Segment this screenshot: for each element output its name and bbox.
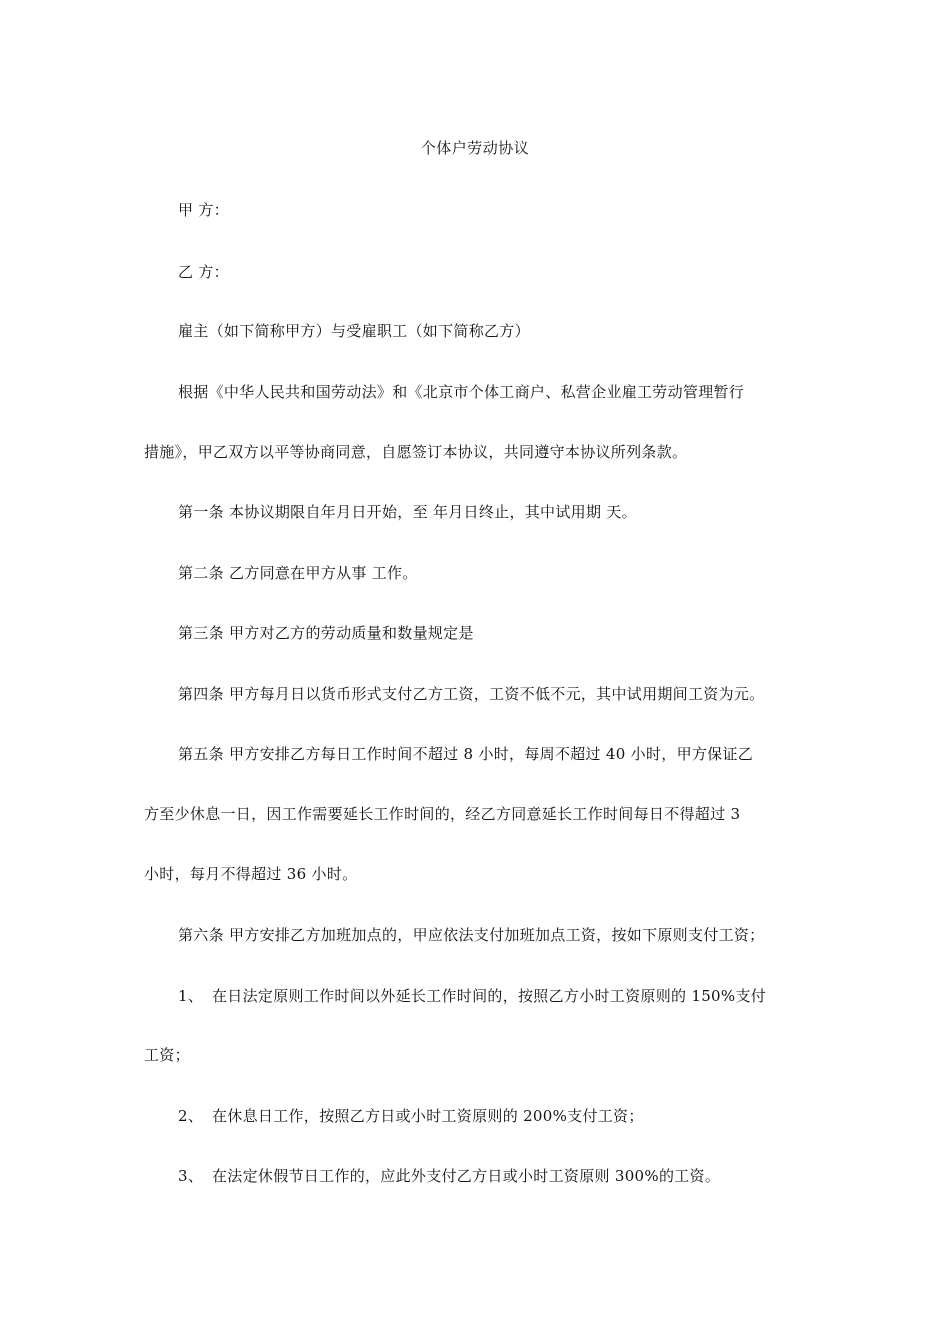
intro-line: 雇主（如下简称甲方）与受雇职工（如下简称乙方） <box>178 322 530 340</box>
article-5-line-1: 第五条 甲方安排乙方每日工作时间不超过 8 小时，每周不超过 40 小时，甲方保证乙 <box>178 745 754 763</box>
article-5-line-2: 方至少休息一日，因工作需要延长工作时间的，经乙方同意延长工作时间每日不得超过 3 <box>144 805 741 823</box>
basis-line-1: 根据《中华人民共和国劳动法》和《北京市个体工商户、私营企业雇工劳动管理暂行 <box>178 383 745 401</box>
list-item <box>178 1105 644 1127</box>
party-b-line: 乙 方： <box>178 263 229 281</box>
document-title: 个体户劳动协议 <box>420 139 530 157</box>
list-item-number: 1、 <box>178 987 204 1005</box>
list-item-number: 2、 <box>178 1107 204 1125</box>
list-item <box>178 985 766 1007</box>
list-item-text: 在法定休假节日工作的，应此外支付乙方日或小时工资原则 300%的工资。 <box>212 1167 721 1185</box>
party-a-line: 甲 方： <box>178 201 229 219</box>
list-item-text: 在日法定原则工作时间以外延长工作时间的，按照乙方小时工资原则的 150%支付 <box>212 987 767 1005</box>
article-1: 第一条 本协议期限自年月日开始，至 年月日终止，其中试用期 天。 <box>178 503 637 521</box>
article-3: 第三条 甲方对乙方的劳动质量和数量规定是 <box>178 624 474 642</box>
list-item-continuation: 工资； <box>144 1046 190 1064</box>
list-item <box>178 1165 720 1187</box>
article-6: 第六条 甲方安排乙方加班加点的，甲应依法支付加班加点工资，按如下原则支付工资； <box>178 926 765 944</box>
article-5-line-3: 小时，每月不得超过 36 小时。 <box>144 865 358 883</box>
article-2: 第二条 乙方同意在甲方从事 工作。 <box>178 564 418 582</box>
list-item-number: 3、 <box>178 1167 204 1185</box>
basis-line-2: 措施》，甲乙双方以平等协商同意，自愿签订本协议，共同遵守本协议所列条款。 <box>144 443 688 461</box>
list-item-text: 在休息日工作，按照乙方日或小时工资原则的 200%支付工资； <box>212 1107 644 1125</box>
article-4: 第四条 甲方每月日以货币形式支付乙方工资，工资不低不元，其中试用期间工资为元。 <box>178 685 765 703</box>
